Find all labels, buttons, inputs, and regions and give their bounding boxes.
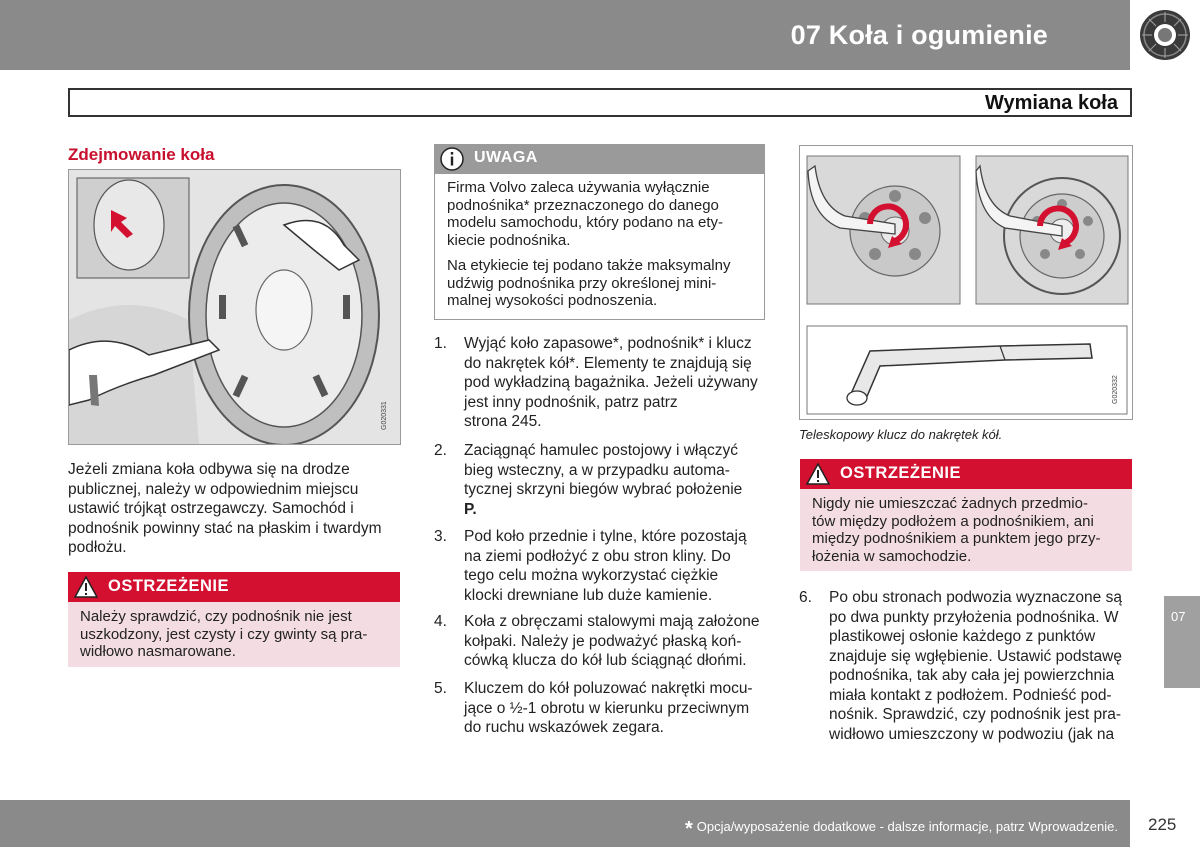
text-line: malnej wysokości podnoszenia.: [447, 292, 658, 309]
page-number: 225: [1148, 815, 1177, 834]
warning-header: [68, 572, 400, 602]
step-number: 4.: [434, 613, 447, 630]
text-line: po dwa punkty przyłożenia podnośnika. W: [829, 608, 1119, 626]
text-line: widłowo umieszczony w podwoziu (jak na: [829, 725, 1115, 743]
chapter-header-bar: [0, 0, 1130, 70]
info-icon: [440, 147, 464, 171]
text-line: ustawić trójkąt ostrzegawczy. Samochód i: [68, 500, 354, 517]
text-line: plastikowej osłonie każdego z punktów: [829, 628, 1096, 645]
chapter-side-tab: [1164, 596, 1200, 688]
warning-title: OSTRZEŻENIE: [108, 577, 230, 595]
text-line: kiecie podnośnika.: [447, 231, 571, 249]
warning-body: [800, 489, 1132, 571]
step-text: [829, 588, 1122, 744]
text-line: podłożu.: [68, 539, 127, 556]
step-text: [464, 679, 753, 738]
note-header: [434, 144, 765, 174]
text-line: klocki drewniane lub duże kamienie.: [464, 586, 713, 604]
step-item: [434, 334, 774, 434]
text-line: Nigdy nie umieszczać żadnych przedmio-: [812, 495, 1088, 512]
note-paragraph: [447, 257, 752, 310]
text-line: publicznej, należy w odpowiednim miejscu: [68, 480, 359, 498]
text-line: udźwig podnośnika przy określonej mini-: [447, 274, 717, 292]
step-number: 1.: [434, 335, 447, 352]
text-line: Wyjąć koło zapasowe*, podnośnik* i klucz: [464, 335, 752, 352]
gear-position-label: P.: [464, 500, 477, 518]
warning-title: OSTRZEŻENIE: [840, 464, 962, 482]
text-line: nośnik. Sprawdzić, czy podnośnik jest pra-: [829, 706, 1122, 723]
figure-code: G020331: [381, 401, 388, 430]
step-item: [434, 612, 774, 672]
section-header: [68, 88, 1132, 117]
step-number: 6.: [799, 589, 812, 606]
step-number: 2.: [434, 442, 447, 459]
step-number: 3.: [434, 528, 447, 545]
text-line: uszkodzony, jest czysty i czy gwinty są pra-: [80, 625, 368, 643]
text-line: pod wykładziną bagażnika. Jeżeli używany: [464, 374, 758, 391]
chapter-tab-label: 07: [1171, 609, 1186, 624]
text-line: tego celu można wykorzystać ciężkie: [464, 567, 719, 584]
text-line: podnośnika* przeznaczonego do danego: [447, 196, 719, 214]
text-line: jące o ½-1 obrotu w kierunku przeciwnym: [464, 699, 750, 717]
text-line: znajduje się wgłębienie. Ustawić podstawę: [829, 647, 1122, 665]
step-text: [464, 441, 742, 519]
text-line: jest inny podnośnik, patrz patrz: [464, 393, 678, 411]
warning-header: [800, 459, 1132, 489]
note-paragraph: [447, 179, 752, 249]
subsection-heading: Zdejmowanie koła: [68, 145, 215, 164]
text-line: łożenia w samochodzie.: [812, 547, 972, 565]
section-title: Wymiana koła: [984, 92, 1118, 114]
text-line: kołpaki. Należy je podważyć płaską koń-: [464, 632, 742, 650]
intro-paragraph: [68, 460, 403, 558]
page-footer: [0, 800, 1130, 847]
text-line: podnośnik powinny stać na płaskim i twardym: [68, 519, 382, 537]
text-line: Kluczem do kół poluzować nakrętki mocu-: [464, 680, 753, 697]
text-line: tów między podłożem a podnośnikiem, ani: [812, 512, 1094, 530]
step-number: 5.: [434, 680, 447, 697]
step-item: [434, 527, 774, 607]
text-line: Firma Volvo zaleca używania wyłącznie: [447, 179, 710, 196]
tire-icon: [1130, 0, 1200, 70]
text-line: między podnośnikiem a punktem jego przy-: [812, 530, 1101, 547]
note-body: [434, 174, 765, 320]
wheel-removal-illustration: [68, 169, 401, 445]
text-line: Pod koło przednie i tylne, które pozostają: [464, 528, 747, 545]
step-text: [464, 334, 758, 432]
figure-code: G020332: [1112, 375, 1119, 404]
footnote-text: Opcja/wyposażenie dodatkowe - dalsze informacje, patrz Wprowadzenie.: [696, 819, 1118, 834]
step-item: [434, 441, 774, 521]
step-item: [434, 679, 774, 739]
text-line: Zaciągnąć hamulec postojowy i włączyć: [464, 442, 738, 459]
text-line: Po obu stronach podwozia wyznaczone są: [829, 589, 1122, 606]
note-title: UWAGA: [474, 149, 538, 166]
step-text: [464, 612, 759, 671]
text-line: cówką klucza do kół lub ściągnąć dłońmi.: [464, 652, 747, 669]
step-text: [464, 527, 747, 605]
text-line: Jeżeli zmiana koła odbywa się na drodze: [68, 461, 350, 478]
text-line: Należy sprawdzić, czy podnośnik nie jest: [80, 608, 352, 625]
text-line: Na etykiecie tej podano także maksymalny: [447, 257, 731, 274]
text-line: Koła z obręczami stalowymi mają założone: [464, 613, 760, 630]
text-line: miała kontakt z podłożem. Podnieść pod-: [829, 686, 1112, 704]
text-line: do nakrętek kół*. Elementy te znajdują się: [464, 354, 752, 372]
text-line: tycznej skrzyni biegów wybrać położenie: [464, 481, 743, 498]
warning-body: [68, 602, 400, 667]
text-line: modelu samochodu, który podano na ety-: [447, 214, 723, 231]
text-line: na ziemi podłożyć z obu stron kliny. Do: [464, 547, 731, 565]
footnote: [685, 818, 1118, 841]
chapter-title: 07 Koła i ogumienie: [790, 20, 1048, 50]
text-line: do ruchu wskazówek zegara.: [464, 719, 664, 736]
warning-triangle-icon: [74, 576, 98, 598]
text-line: podnośnika, tak aby cała jej powierzchnia: [829, 667, 1115, 684]
text-line: widłowo nasmarowane.: [80, 643, 236, 660]
warning-triangle-icon: [806, 463, 830, 485]
wheel-nut-wrench-illustration: [799, 145, 1133, 420]
step-item: [799, 588, 1144, 748]
text-line: strona 245.: [464, 413, 542, 430]
footnote-star: *: [684, 818, 693, 840]
text-line: bieg wsteczny, a w przypadku automa-: [464, 461, 730, 479]
figure-caption: Teleskopowy klucz do nakrętek kół.: [799, 427, 1003, 442]
